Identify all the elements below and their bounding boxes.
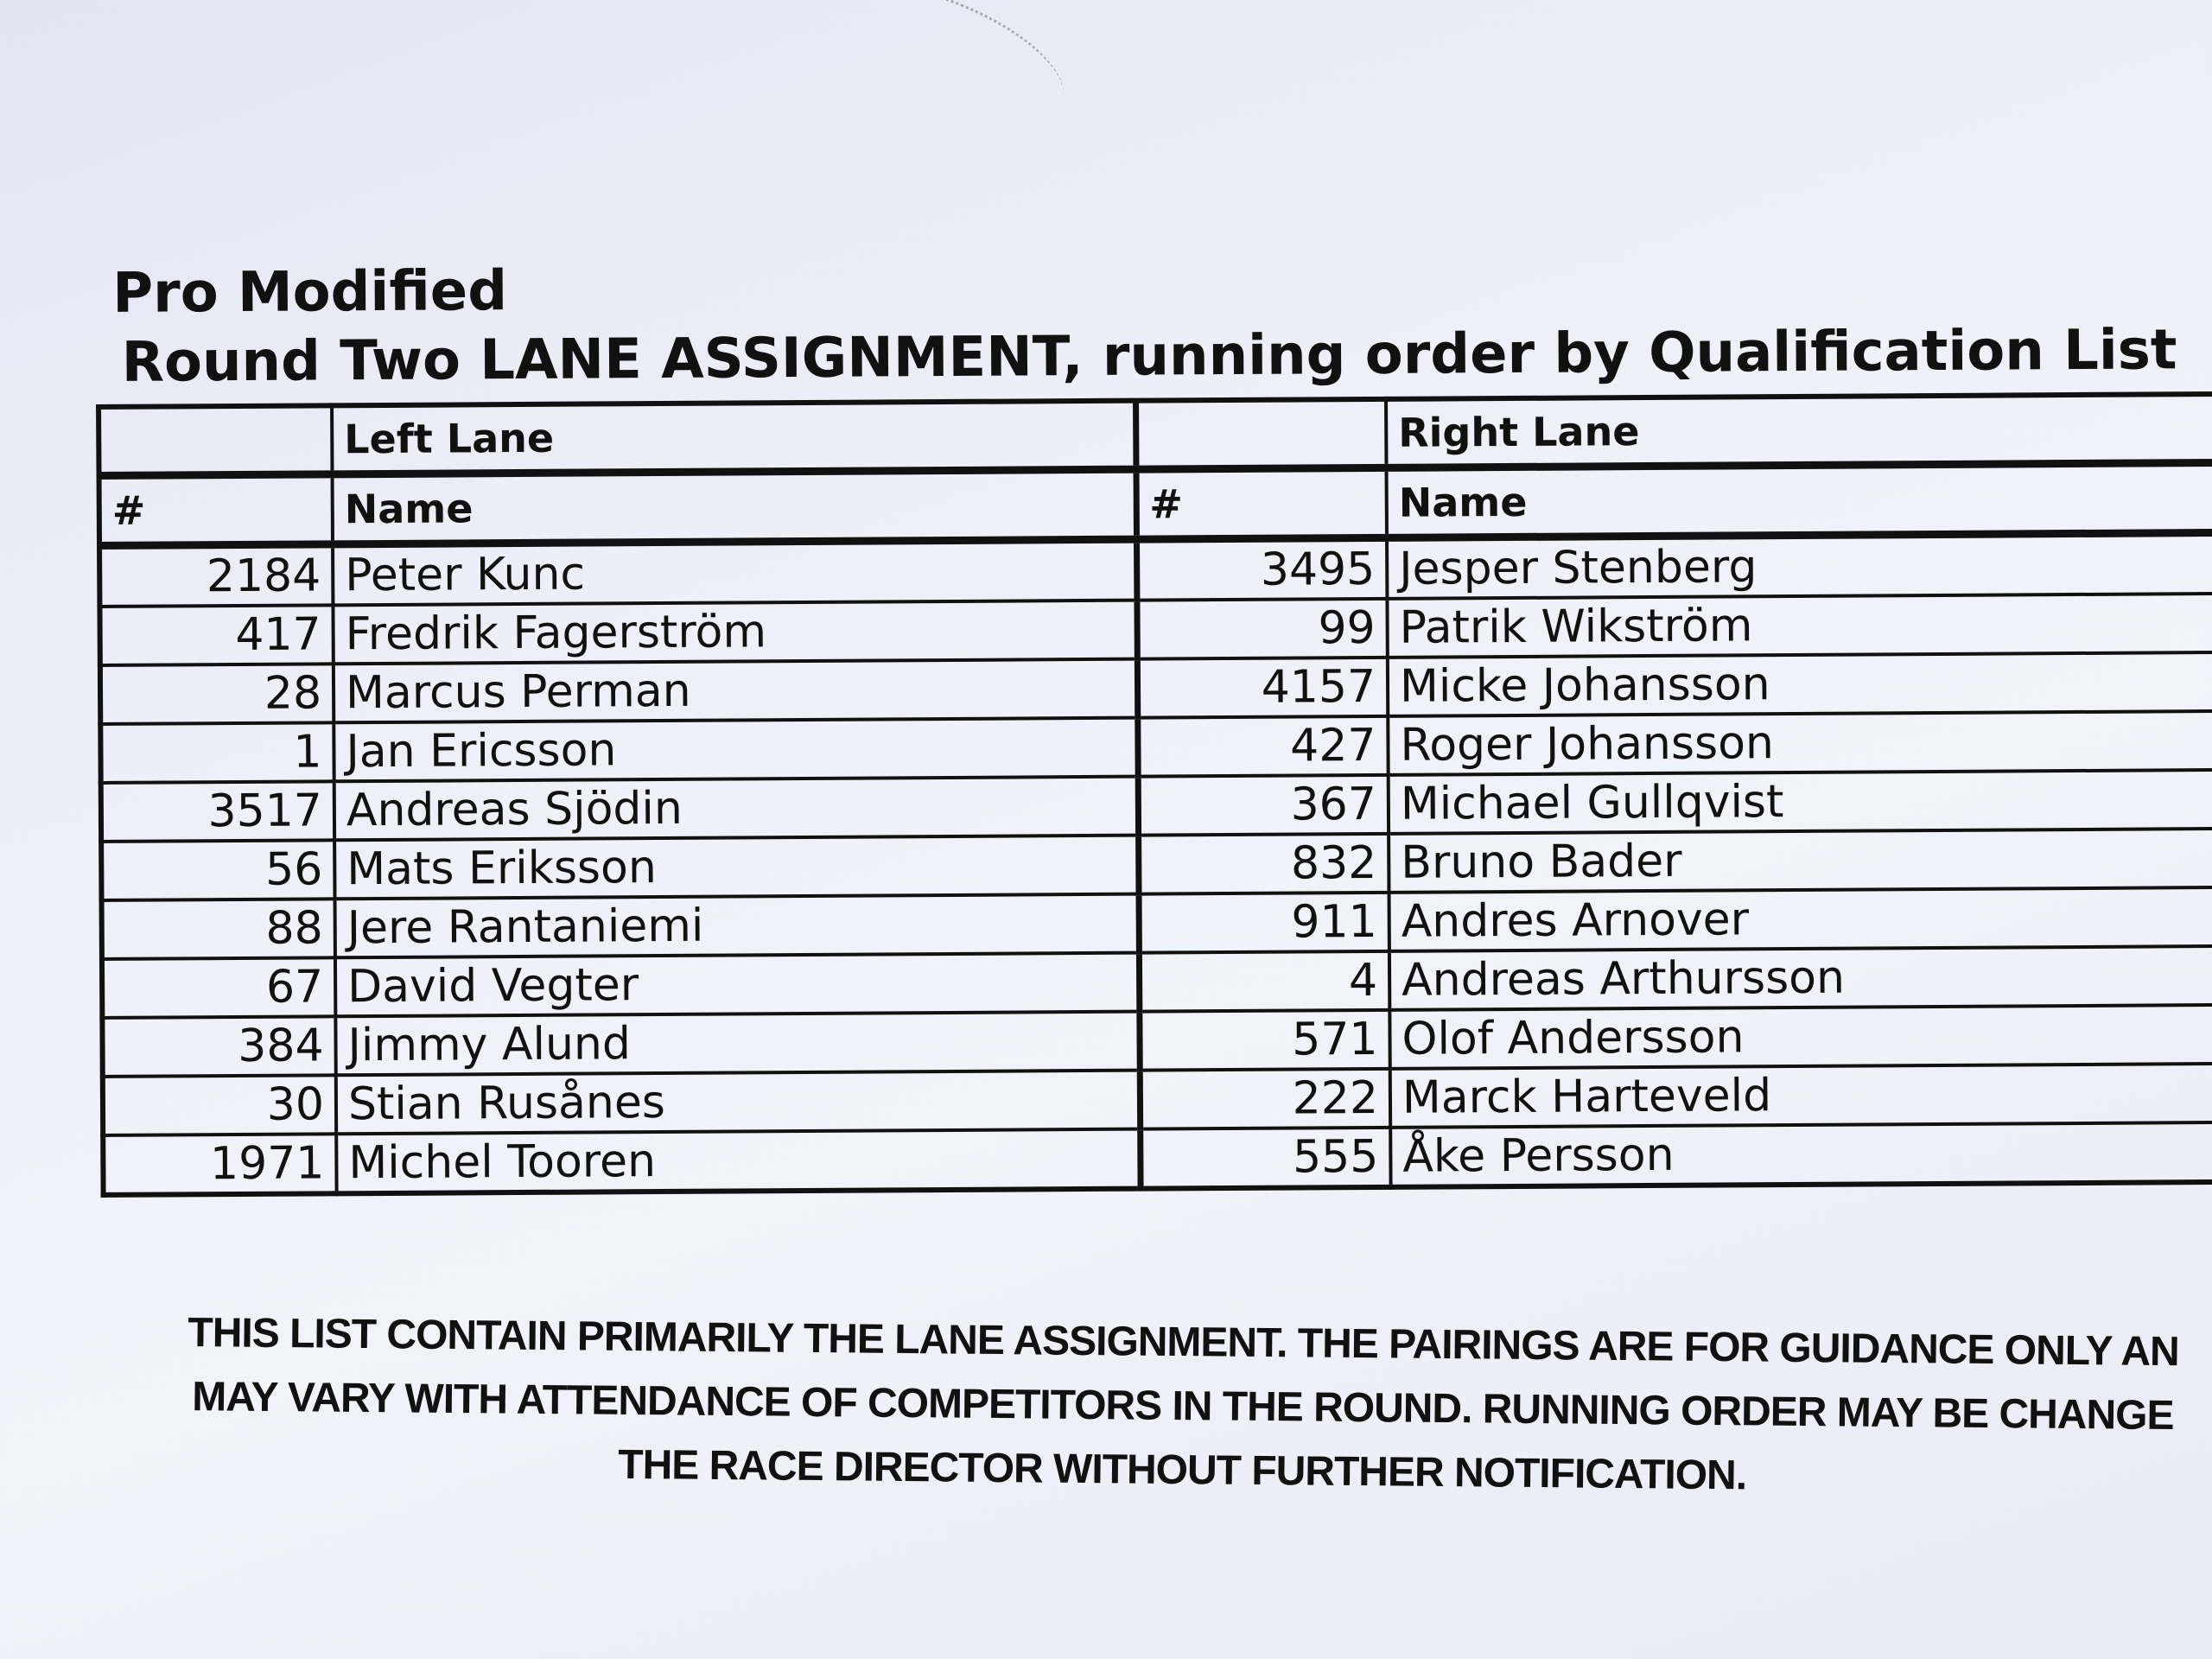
right-number: 832 bbox=[1138, 834, 1389, 894]
left-name: Michel Tooren bbox=[336, 1129, 1140, 1194]
paper-crease-mark bbox=[802, 0, 1082, 151]
right-name-header: Name bbox=[1387, 462, 2212, 537]
right-name: Åke Persson bbox=[1390, 1122, 2212, 1187]
left-number: 28 bbox=[100, 664, 334, 724]
left-number: 417 bbox=[99, 605, 333, 665]
right-number-header: # bbox=[1136, 467, 1387, 539]
notice-line-3: THE RACE DIRECTOR WITHOUT FURTHER NOTIFICATION. bbox=[618, 1441, 1747, 1499]
column-header-row bbox=[99, 462, 2212, 545]
table-row bbox=[103, 1122, 2212, 1195]
left-number: 30 bbox=[103, 1075, 336, 1135]
right-name: Michael Gullqvist bbox=[1389, 770, 2212, 834]
lane-header-blank-left bbox=[99, 405, 332, 475]
right-lane-header: Right Lane bbox=[1386, 394, 2212, 467]
right-number: 222 bbox=[1140, 1069, 1390, 1129]
left-number: 3517 bbox=[101, 781, 334, 842]
right-number: 367 bbox=[1138, 775, 1389, 836]
right-name: Bruno Bader bbox=[1389, 829, 2212, 893]
lane-assignment-sheet bbox=[95, 246, 2212, 1198]
disclaimer-notice bbox=[93, 1300, 2212, 1513]
left-number: 88 bbox=[102, 899, 335, 959]
right-number: 555 bbox=[1140, 1128, 1390, 1189]
left-name: Andreas Sjödin bbox=[334, 777, 1138, 841]
left-name: Fredrik Fagerström bbox=[333, 601, 1136, 664]
right-number: 4157 bbox=[1137, 658, 1388, 718]
left-number: 67 bbox=[102, 957, 335, 1018]
left-number: 384 bbox=[102, 1016, 335, 1077]
right-name: Olof Andersson bbox=[1389, 1005, 2212, 1069]
left-name: Mats Eriksson bbox=[334, 836, 1138, 899]
left-name: Jere Rantaniemi bbox=[335, 894, 1139, 958]
left-name: Marcus Perman bbox=[334, 659, 1137, 723]
left-name-header: Name bbox=[333, 469, 1136, 544]
lane-header-row bbox=[99, 394, 2212, 476]
right-number: 571 bbox=[1139, 1010, 1389, 1071]
lane-assignment-table bbox=[96, 391, 2212, 1198]
notice-line-2: MAY VARY WITH ATTENDANCE OF COMPETITORS IN THE ROUND. RUNNING ORDER MAY BE CHANGE bbox=[191, 1374, 2174, 1440]
right-number: 911 bbox=[1139, 893, 1389, 953]
left-number: 1971 bbox=[103, 1134, 336, 1195]
right-name: Patrik Wikström bbox=[1387, 594, 2212, 658]
left-lane-header: Left Lane bbox=[332, 401, 1135, 474]
left-number-header: # bbox=[99, 474, 333, 546]
left-number: 56 bbox=[101, 840, 334, 900]
round-subtitle: Round Two LANE ASSIGNMENT, running order by Qualification List bbox=[121, 318, 2177, 395]
left-name: Stian Rusånes bbox=[336, 1071, 1140, 1135]
left-name: Jan Ericsson bbox=[334, 718, 1137, 782]
left-name: Jimmy Alund bbox=[335, 1012, 1139, 1076]
left-name: Peter Kunc bbox=[333, 539, 1136, 605]
notice-line-1: THIS LIST CONTAIN PRIMARILY THE LANE ASSIGNMENT. THE PAIRINGS ARE FOR GUIDANCE ONLY AN bbox=[188, 1310, 2179, 1376]
right-number: 3495 bbox=[1136, 537, 1387, 600]
class-title: Pro Modified bbox=[112, 259, 508, 326]
right-name: Micke Johansson bbox=[1388, 652, 2212, 716]
right-number: 427 bbox=[1137, 716, 1388, 777]
left-number: 2184 bbox=[99, 544, 333, 607]
right-name: Andres Arnover bbox=[1389, 887, 2212, 951]
right-name: Jesper Stenberg bbox=[1387, 532, 2212, 598]
lane-header-blank-right bbox=[1135, 399, 1386, 469]
right-name: Andreas Arthursson bbox=[1389, 946, 2212, 1010]
right-number: 99 bbox=[1136, 599, 1387, 659]
right-number: 4 bbox=[1139, 951, 1389, 1012]
right-name: Marck Harteveld bbox=[1390, 1064, 2212, 1128]
left-name: David Vegter bbox=[335, 953, 1139, 1017]
right-name: Roger Johansson bbox=[1388, 711, 2212, 775]
left-number: 1 bbox=[100, 722, 334, 783]
